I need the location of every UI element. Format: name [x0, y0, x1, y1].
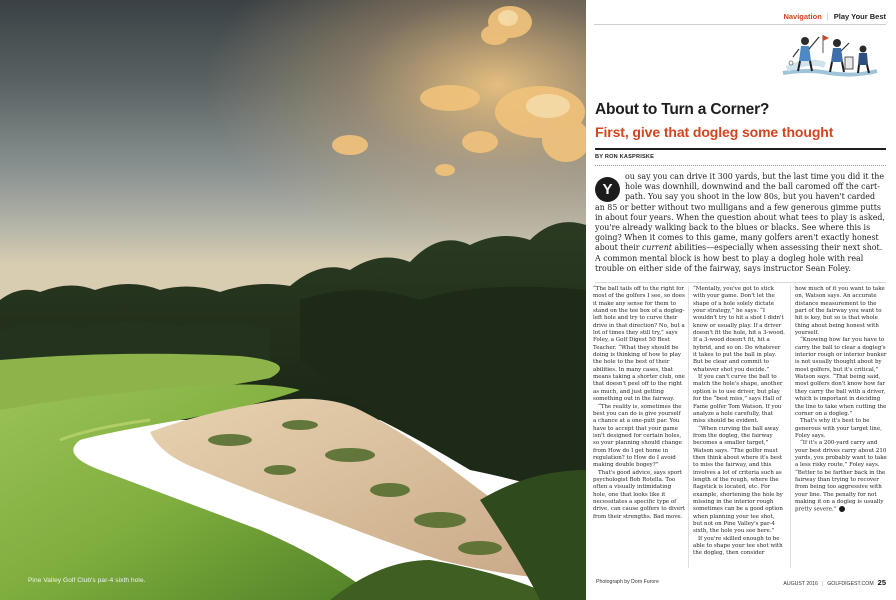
lede-text-2: abilities—especially when assessing their next shot. A common mental block is how best to play a dogleg hole with real trouble on either side of the fairway, says instructor Sean Foley.: [595, 243, 883, 273]
issue-date: AUGUST 2016: [783, 581, 818, 587]
col3-paragraph: “Knowing how far you have to carry the ball to clear a dogleg's interior rough or interior bunker is not usually thought about by most golfers, but it's critical,” Watson says. “That being said, most golfers don't know how far they carry the ball with a driver, which is important in deciding the line to take when cutting the corner on a dogleg.”: [795, 337, 887, 417]
lede-paragraph: [595, 172, 887, 274]
col1-paragraph: That's good advice, says sport psychologist Bob Rotella. Too often a visually intimidating hole, one that looks like it necessitates a specific type of drive, can cause golfers to divert from their strengths. Bad move.: [593, 469, 685, 520]
col1-paragraph: “The ball tails off to the right for most of the golfers I see, so does it make any sense for them to stand on the tee box of a dogleg-left hole and try to curve their drive in that direction? No, but a lot of times they still try,” says Foley, a Golf Digest 50 Best Teacher. “What they should be doing is thinking of how to play the hole to the best of their abilities. In many cases, that means taking a shorter club, one that doesn't peel off to the right as much, and just getting something out in the fairway.: [593, 286, 685, 403]
col3-last-text: “If it's a 200-yard carry and your best drives carry about 210 yards, you probably want to take a less risky route,” Foley says. “Better to be farther back in the fairway than trying to recover from being too aggressive with your line. The penalty for not making it on a dogleg is usually pretty severe.”: [795, 440, 887, 513]
running-head-divider: |: [826, 12, 829, 21]
body-column-2: [693, 286, 785, 558]
col2-paragraph: “When curving the ball away from the dogleg, the fairway becomes a smaller target,” Watson says. “The golfer must then think about where it's best to miss the fairway, and this involves a lot of criteria such as length of the rough, where the flagstick is located, etc. For example, shortening the hole by missing in the interior rough sometimes can be a good option when planning your tee shot, but not on Pine Valley's par-4 sixth, the hole you see here.”: [693, 425, 783, 535]
deck-rule: [595, 148, 886, 150]
col2-paragraph: If you can't curve the ball to match the hole's shape, another option is to use driver, but play for the “best miss,” says Hall of Fame golfer Tom Watson. If you analyze a hole carefully, that miss should be evident.: [693, 374, 783, 425]
article-page: [586, 0, 896, 600]
body-column-1: [593, 286, 685, 521]
body-column-3: [795, 286, 887, 514]
header-rule: [594, 24, 886, 25]
end-mark-icon: [839, 506, 845, 512]
column-divider: [790, 286, 791, 568]
photo-caption: Pine Valley Golf Club's par-4 sixth hole.: [28, 577, 146, 584]
photo-credit: Photograph by Dom Furore: [596, 579, 659, 585]
col2-paragraph: If you're skilled enough to be able to shape your tee shot with the dogleg, then consider: [693, 535, 783, 557]
series-label: Play Your Best: [833, 12, 886, 21]
headline: About to Turn a Corner?: [595, 101, 770, 118]
dropcap: Y: [595, 177, 620, 202]
lede-emphasis: current: [642, 243, 672, 253]
page-number: 25: [877, 578, 886, 587]
deck: First, give that dogleg some thought: [595, 124, 834, 140]
col2-paragraph: “Mentally, you've got to stick with your game. Don't let the shape of a hole solely dictate your strategy,” he says. “I wouldn't try to hit a shot I didn't know or usually play. If a driver doesn't fit the hole, hit a 3-wood. If a 3-wood doesn't fit, hit a hybrid, and so on. Do whatever it takes to put the ball in play. But be clear and commit to whatever shot you decide.”: [693, 286, 785, 373]
running-head: [783, 12, 886, 21]
lede-rule: [595, 282, 886, 283]
folio-divider: |: [821, 581, 824, 587]
golfers-illustration: [779, 29, 879, 81]
col3-paragraph: That's why it's best to be generous with your target line, Foley says.: [795, 418, 882, 439]
folio: [783, 578, 886, 587]
lede-text-1: ou say you can drive it 300 yards, but the last time you did it the hole was downhill, downwind and the ball caromed off the cart-path. You say you shoot in the low 80s, but you haven't carded an 85 or better without two mulligans and a few generous gimme putts in about four years. When the question about what tees to play is asked, you're already walking back to the blues or blacks. See where this is going? When it comes to this game, many golfers aren't exactly honest about their: [595, 172, 885, 253]
col3-paragraph: [795, 440, 887, 514]
col1-paragraph: “The reality is, sometimes the best you can do is give yourself a chance at a one-putt par. You have to accept that your game isn't designed for certain holes, so your planning should change from How do I get home in regulation? to How do I avoid making double bogey?”: [593, 403, 682, 469]
col3-paragraph: how much of it you want to take on, Watson says. An accurate distance measurement to the part of the fairway you want to hit is key, but so is that whole thing about being honest with yourself.: [795, 286, 885, 337]
byline-rule: [595, 165, 886, 166]
section-label: Navigation: [783, 12, 822, 21]
byline: BY RON KASPRISKE: [595, 154, 655, 160]
site-name: GOLFDIGEST.COM: [827, 581, 874, 587]
column-divider: [688, 286, 689, 568]
